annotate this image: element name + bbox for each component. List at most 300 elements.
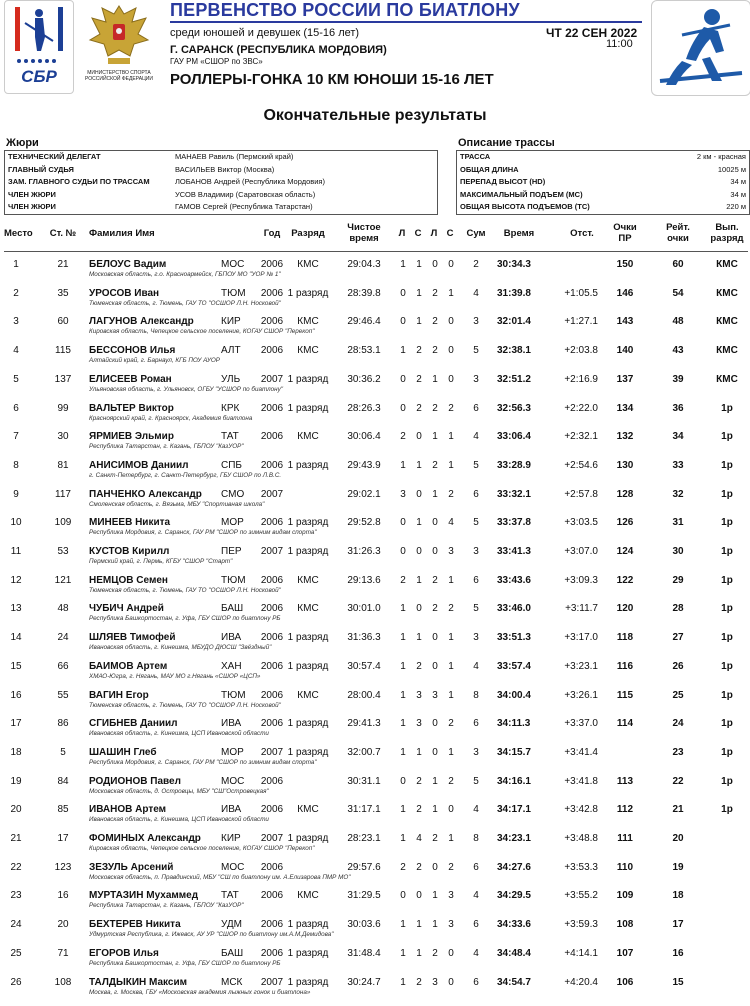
team: МСК <box>221 976 243 988</box>
table-row <box>0 943 750 972</box>
shooting-stage-4: 0 <box>448 373 454 385</box>
table-row <box>0 713 750 742</box>
shooting-stage-1: 1 <box>400 259 406 270</box>
rating: 24 <box>672 718 684 730</box>
bib: 5 <box>60 746 66 758</box>
points: 108 <box>616 919 634 931</box>
event-date: ЧТ 22 СЕН 2022 <box>546 26 638 40</box>
clean-time: 28:39.8 <box>347 287 381 299</box>
clean-time: 30:03.6 <box>347 919 381 931</box>
course-value: 34 м <box>730 177 746 186</box>
table-row <box>0 598 750 627</box>
table-row <box>0 771 750 800</box>
points: 110 <box>616 861 634 873</box>
course-key: МАКСИМАЛЬНЫЙ ПОДЪЕМ (MC) <box>460 189 583 199</box>
col-s1: С <box>414 228 422 239</box>
place: 4 <box>13 345 19 357</box>
team: ТАТ <box>221 431 239 443</box>
clean-time: 31:29.5 <box>347 890 381 902</box>
jury-key: ЗАМ. ГЛАВНОГО СУДЬИ ПО ТРАССАМ <box>8 177 150 186</box>
rank-done: 1р <box>721 632 733 644</box>
time-behind: +3:03.5 <box>564 517 598 529</box>
rating: 20 <box>672 833 684 844</box>
points: 130 <box>616 459 634 471</box>
club-info: Ивановская область, г. Кинешма, МБУДО ДЮСШ "Звёздный" <box>89 644 272 652</box>
shooting-sum: 3 <box>473 632 479 644</box>
shooting-stage-1: 0 <box>400 373 406 385</box>
shooting-stage-1: 0 <box>400 517 406 529</box>
ministry-logo <box>80 0 158 92</box>
place: 16 <box>10 689 22 701</box>
shooting-stage-1: 1 <box>400 689 406 701</box>
clean-time: 29:57.6 <box>347 861 381 873</box>
jury-row <box>5 189 437 202</box>
shooting-stage-2: 2 <box>416 660 422 672</box>
col-l1: Л <box>398 228 406 239</box>
shooting-stage-2: 2 <box>416 804 422 816</box>
final-time: 34:54.7 <box>497 976 531 988</box>
clean-time: 29:41.3 <box>347 718 381 730</box>
club-info: Республика Татарстан, г. Казань, ГБПОУ "КазУОР" <box>89 443 244 451</box>
shooting-stage-4: 0 <box>448 804 454 816</box>
place: 2 <box>13 287 19 299</box>
athlete-name: РОДИОНОВ Павел <box>89 775 181 787</box>
shooting-stage-4: 2 <box>448 861 454 873</box>
final-time: 33:46.0 <box>497 603 531 615</box>
shooting-stage-1: 1 <box>400 632 406 644</box>
rank: КМС <box>297 316 319 328</box>
time-behind: +2:16.9 <box>564 373 598 385</box>
shooting-stage-2: 1 <box>416 632 422 644</box>
final-time: 32:51.2 <box>497 373 531 385</box>
shooting-stage-3: 0 <box>432 718 438 730</box>
team: СПБ <box>221 459 242 471</box>
time-behind: +2:54.6 <box>564 459 598 471</box>
team: ПЕР <box>221 546 242 557</box>
place: 22 <box>10 861 22 873</box>
page-title: Окончательные результаты <box>263 107 487 124</box>
shooting-stage-3: 1 <box>432 890 438 902</box>
year: 2006 <box>260 919 284 931</box>
club-info: г. Санкт-Петербург, г. Санкт-Петербург, ГБУ СШОР по Л.В.С. <box>89 471 282 479</box>
shooting-stage-1: 0 <box>400 316 406 328</box>
shooting-stage-4: 1 <box>448 459 454 471</box>
bib: 109 <box>54 517 72 529</box>
table-row <box>0 885 750 914</box>
final-time: 34:27.6 <box>497 861 531 873</box>
team: ИВА <box>221 718 242 730</box>
team: МОС <box>221 775 245 787</box>
team: ХАН <box>221 660 242 672</box>
rating: 17 <box>672 919 684 931</box>
bib: 85 <box>57 804 69 816</box>
shooting-sum: 6 <box>473 402 479 414</box>
shooting-stage-3: 0 <box>432 632 438 644</box>
club-info: Тюменская область, г. Тюмень, ГАУ ТО "ОСШОР Л.Н. Носковой" <box>89 299 281 307</box>
shooting-stage-1: 3 <box>400 488 406 500</box>
bib: 108 <box>54 976 72 988</box>
shooting-stage-2: 3 <box>416 689 422 701</box>
place: 20 <box>10 804 22 816</box>
time-behind: +3:48.8 <box>564 833 598 844</box>
rank: КМС <box>297 574 319 586</box>
final-time: 32:56.3 <box>497 402 531 414</box>
time-behind: +3:11.7 <box>565 603 598 615</box>
points: 114 <box>616 718 634 730</box>
shooting-stage-4: 1 <box>448 574 454 586</box>
final-time: 34:16.1 <box>497 775 531 787</box>
shooting-stage-3: 2 <box>432 402 438 414</box>
club-info: Смоленская область, г. Вязьма, МБУ "Спортивная школа" <box>89 500 265 508</box>
bib: 35 <box>57 287 69 299</box>
time-behind: +3:26.1 <box>564 689 598 701</box>
shooting-stage-2: 2 <box>416 976 422 988</box>
rank: 1 разряд <box>287 632 329 644</box>
year: 2006 <box>260 431 284 443</box>
course-row <box>457 151 749 164</box>
rating: 22 <box>672 775 684 787</box>
shooting-sum: 6 <box>473 488 479 500</box>
rating: 30 <box>672 546 684 557</box>
clean-time: 29:46.4 <box>347 316 381 328</box>
final-time: 33:06.4 <box>497 431 531 443</box>
shooting-stage-2: 1 <box>416 517 422 529</box>
biathlon-logo <box>651 0 750 96</box>
points: 122 <box>616 574 634 586</box>
year: 2006 <box>260 402 284 414</box>
year: 2006 <box>260 259 284 270</box>
jury-row <box>5 176 437 189</box>
club-info: Кировская область, Чепецкое сельское поселение, КОГАУ СШОР "Перекоп" <box>89 845 315 852</box>
athlete-name: НЕМЦОВ Семен <box>89 574 168 586</box>
clean-time: 31:26.3 <box>347 546 381 557</box>
shooting-stage-1: 2 <box>400 861 406 873</box>
course-value: 2 км - красная <box>696 152 746 161</box>
shooting-stage-4: 3 <box>448 546 454 557</box>
rating: 33 <box>672 459 684 471</box>
clean-time: 28:23.1 <box>347 833 381 844</box>
club-info: Кировская область, Чепецкое сельское поселение, КОГАУ СШОР "Перекоп" <box>89 328 315 336</box>
col-behind: Отст. <box>570 228 594 239</box>
rank: 1 разряд <box>287 402 329 414</box>
course-value: 10025 м <box>717 164 746 174</box>
shooting-stage-1: 1 <box>400 718 406 730</box>
team: АЛТ <box>221 345 241 357</box>
sbr-logo <box>4 0 74 94</box>
rating: 31 <box>672 517 684 529</box>
shooting-stage-4: 3 <box>448 890 454 902</box>
athlete-name: ЯРМИЕВ Эльмир <box>89 431 174 443</box>
shooting-stage-2: 0 <box>416 546 422 557</box>
shooting-stage-3: 2 <box>432 459 438 471</box>
table-row <box>0 627 750 656</box>
club-info: Тюменская область, г. Тюмень, ГАУ ТО "ОСШОР Л.Н. Носковой" <box>89 701 281 709</box>
sbr-logo-text: СБР <box>21 67 57 86</box>
shooting-sum: 5 <box>473 459 479 471</box>
athlete-name: ВАЛЬТЕР Виктор <box>89 402 174 414</box>
club-info: Москва, г. Москва, ГБУ «Московская академия лыжных гонок и биатлона» <box>89 988 311 996</box>
col-name: Фамилия Имя <box>89 228 155 239</box>
place: 21 <box>10 833 22 844</box>
athlete-name: СГИБНЕВ Даниил <box>89 718 178 730</box>
time-behind: +4:20.4 <box>564 976 598 988</box>
clean-time: 30:31.1 <box>347 775 381 787</box>
rating: 23 <box>672 746 684 758</box>
col-l2: Л <box>430 228 438 239</box>
final-time: 34:17.1 <box>497 804 531 816</box>
shooting-stage-2: 2 <box>416 775 422 787</box>
table-row <box>0 857 750 886</box>
points: 107 <box>616 947 634 959</box>
year: 2006 <box>260 890 284 902</box>
jury-heading: Жюри <box>6 137 39 149</box>
rating: 32 <box>672 488 684 500</box>
year: 2006 <box>260 345 284 357</box>
skier-logo-icon <box>652 1 750 95</box>
rank-done: 1р <box>721 488 733 500</box>
table-row <box>0 828 750 857</box>
final-time: 32:38.1 <box>497 345 531 357</box>
course-row <box>457 201 749 214</box>
shooting-sum: 5 <box>473 775 479 787</box>
eagle-emblem-icon <box>80 0 158 68</box>
time-behind: +3:59.3 <box>564 919 598 931</box>
shooting-stage-3: 2 <box>432 947 438 959</box>
year: 2006 <box>260 632 284 644</box>
rank: 1 разряд <box>287 947 329 959</box>
place: 18 <box>10 746 22 758</box>
bib: 123 <box>54 861 72 873</box>
rating: 43 <box>672 345 684 357</box>
final-time: 33:51.3 <box>497 632 531 644</box>
bib: 55 <box>57 689 69 701</box>
place: 6 <box>13 402 19 414</box>
team: КИР <box>221 316 241 328</box>
year: 2006 <box>260 287 284 299</box>
shooting-sum: 4 <box>473 804 479 816</box>
year: 2006 <box>260 689 284 701</box>
clean-time: 29:04.3 <box>347 259 381 270</box>
final-time: 34:48.4 <box>497 947 531 959</box>
place: 15 <box>10 660 22 672</box>
shooting-stage-1: 0 <box>400 546 406 557</box>
shooting-stage-3: 0 <box>432 660 438 672</box>
athlete-name: ЕЛИСЕЕВ Роман <box>89 373 172 385</box>
club-info: Республика Башкортостан, г. Уфа, ГБУ СШОР по биатлону РБ <box>89 615 281 623</box>
shooting-stage-1: 2 <box>400 574 406 586</box>
table-row <box>0 512 750 541</box>
club-info: Московская область, д. Островцы, МБУ "СШ"Островецкая" <box>89 787 269 795</box>
athlete-name: УРОСОВ Иван <box>89 287 160 299</box>
jury-value: ЛОБАНОВ Андрей (Республика Мордовия) <box>175 177 325 186</box>
points: 109 <box>616 890 634 902</box>
rating: 16 <box>672 947 684 959</box>
table-row <box>0 340 750 369</box>
shooting-stage-4: 1 <box>448 287 454 299</box>
rank-done: 1р <box>721 603 733 615</box>
rank-done: КМС <box>716 316 738 328</box>
col-year: Год <box>263 228 281 239</box>
athlete-name: ПАНЧЕНКО Александр <box>89 488 202 500</box>
rank-done: 1р <box>721 517 733 529</box>
year: 2007 <box>260 373 284 385</box>
shooting-stage-3: 3 <box>432 689 438 701</box>
shooting-sum: 6 <box>473 718 479 730</box>
shooting-stage-3: 0 <box>432 546 438 557</box>
year: 2007 <box>260 833 284 844</box>
points: 146 <box>616 287 634 299</box>
club-info: Московская область, п. Правдинский, МБУ "СШ по биатлону им. А.Елизарова ПМР МО" <box>89 873 351 881</box>
jury-box <box>4 150 438 215</box>
shooting-sum: 2 <box>473 259 479 270</box>
header-divider <box>4 251 748 252</box>
course-heading: Описание трассы <box>458 137 555 149</box>
bib: 81 <box>57 459 69 471</box>
shooting-stage-4: 1 <box>448 746 454 758</box>
final-time: 34:33.6 <box>497 919 531 931</box>
athlete-name: МИНЕЕВ Никита <box>89 517 171 529</box>
place: 3 <box>13 316 19 328</box>
jury-row <box>5 201 437 214</box>
time-behind: +2:03.8 <box>564 345 598 357</box>
year: 2006 <box>260 718 284 730</box>
clean-time: 31:48.4 <box>347 947 381 959</box>
col-sum: Сум <box>466 228 486 239</box>
rating: 29 <box>672 574 684 586</box>
shooting-stage-4: 0 <box>448 345 454 357</box>
bib: 86 <box>57 718 69 730</box>
place: 10 <box>10 517 22 529</box>
shooting-stage-1: 1 <box>400 919 406 931</box>
rank: 1 разряд <box>287 660 329 672</box>
jury-row <box>5 151 437 164</box>
shooting-stage-2: 0 <box>416 431 422 443</box>
place: 24 <box>10 919 22 931</box>
table-row <box>0 455 750 484</box>
rating: 26 <box>672 660 684 672</box>
place: 9 <box>13 488 19 500</box>
shooting-stage-2: 1 <box>416 459 422 471</box>
shooting-stage-1: 1 <box>400 459 406 471</box>
time-behind: +3:23.1 <box>564 660 598 672</box>
athlete-name: ШАШИН Глеб <box>89 746 157 758</box>
table-row <box>0 570 750 599</box>
team: УЛЬ <box>221 373 241 385</box>
clean-time: 29:52.8 <box>347 517 381 529</box>
col-clean-time: Чистое время <box>347 222 381 244</box>
year: 2006 <box>260 603 284 615</box>
event-subtitle: среди юношей и девушек (15-16 лет) <box>170 27 360 39</box>
rank-done: 1р <box>721 459 733 471</box>
points: 132 <box>616 431 634 443</box>
table-row <box>0 541 750 570</box>
shooting-stage-2: 2 <box>416 373 422 385</box>
clean-time: 29:43.9 <box>347 459 381 471</box>
final-time: 34:23.1 <box>497 833 531 844</box>
club-info: Республика Татарстан, г. Казань, ГБПОУ "КазУОР" <box>89 902 244 910</box>
clean-time: 31:36.3 <box>347 632 381 644</box>
year: 2006 <box>260 517 284 529</box>
rating: 54 <box>672 287 684 299</box>
team: МОС <box>221 861 245 873</box>
shooting-stage-2: 2 <box>416 861 422 873</box>
shooting-stage-4: 2 <box>448 603 454 615</box>
place: 13 <box>10 603 22 615</box>
rating: 36 <box>672 402 684 414</box>
team: КИР <box>221 833 241 844</box>
shooting-stage-1: 1 <box>400 804 406 816</box>
shooting-stage-1: 0 <box>400 287 406 299</box>
shooting-stage-4: 1 <box>448 660 454 672</box>
rank: КМС <box>297 259 319 270</box>
year: 2006 <box>260 804 284 816</box>
shooting-sum: 3 <box>473 316 479 328</box>
rank-done: КМС <box>716 259 738 270</box>
team: КРК <box>221 402 240 414</box>
athlete-name: ТАЛДЫКИН Максим <box>89 976 188 988</box>
shooting-stage-2: 0 <box>416 603 422 615</box>
table-row <box>0 914 750 943</box>
shooting-sum: 3 <box>473 373 479 385</box>
athlete-name: ШЛЯЕВ Тимофей <box>89 632 176 644</box>
points: 126 <box>616 517 634 529</box>
shooting-stage-1: 1 <box>400 660 406 672</box>
shooting-stage-3: 1 <box>432 919 438 931</box>
rating: 18 <box>672 890 684 902</box>
jury-value: ВАСИЛЬЕВ Виктор (Москва) <box>175 164 275 174</box>
team: ТЮМ <box>221 574 246 586</box>
rank: 1 разряд <box>287 919 329 931</box>
shooting-stage-3: 0 <box>432 259 438 270</box>
jury-value: УСОВ Владимир (Саратовская область) <box>175 189 316 199</box>
shooting-stage-4: 0 <box>448 316 454 328</box>
place: 23 <box>10 890 22 902</box>
shooting-stage-4: 2 <box>448 488 454 500</box>
points: 137 <box>616 373 634 385</box>
table-row <box>0 426 750 455</box>
final-time: 34:11.3 <box>497 718 531 730</box>
time-behind: +1:27.1 <box>564 316 598 328</box>
points: 113 <box>616 775 634 787</box>
shooting-stage-1: 1 <box>400 345 406 357</box>
bib: 121 <box>54 574 72 586</box>
clean-time: 28:26.3 <box>347 402 381 414</box>
shooting-sum: 3 <box>473 746 479 758</box>
shooting-stage-4: 2 <box>448 718 454 730</box>
place: 5 <box>13 373 19 385</box>
rank-done: 1р <box>721 431 733 443</box>
time-behind: +3:41.8 <box>564 775 598 787</box>
year: 2006 <box>260 775 284 787</box>
event-title: ПЕРВЕНСТВО РОССИИ ПО БИАТЛОНУ <box>170 0 520 20</box>
club-info: Ульяновская область, г. Ульяновск, ОГБУ "УСШОР по биатлону" <box>89 385 283 393</box>
course-row <box>457 176 749 189</box>
table-row <box>0 484 750 513</box>
jury-key: ЧЛЕН ЖЮРИ <box>8 202 56 211</box>
col-rank: Разряд <box>291 228 325 239</box>
shooting-stage-1: 1 <box>400 947 406 959</box>
course-value: 220 м <box>726 202 746 211</box>
club-info: Московская область, г.о. Красноармейск, ГБПОУ МО "УОР № 1" <box>89 271 281 278</box>
rating: 28 <box>672 603 684 615</box>
rank-done: 1р <box>721 574 733 586</box>
shooting-sum: 4 <box>473 890 479 902</box>
bib: 66 <box>57 660 69 672</box>
final-time: 34:15.7 <box>497 746 531 758</box>
athlete-name: КУСТОВ Кирилл <box>89 546 170 557</box>
shooting-stage-2: 1 <box>416 259 422 270</box>
shooting-stage-4: 2 <box>448 775 454 787</box>
